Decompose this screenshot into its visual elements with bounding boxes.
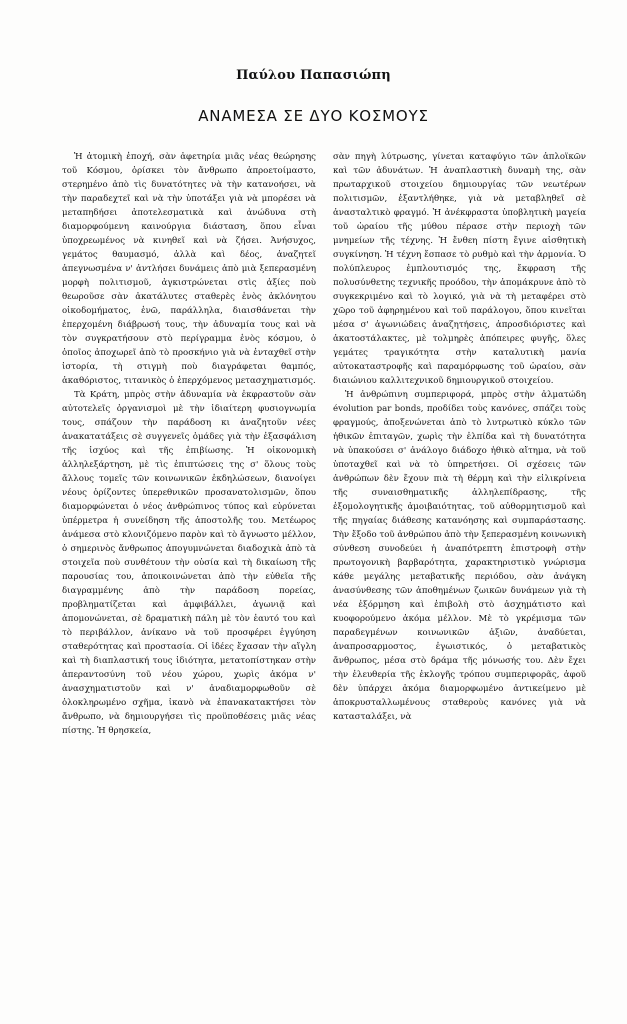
- article-title: ΑΝΑΜΕΣΑ ΣΕ ΔΥΟ ΚΟΣΜΟΥΣ: [198, 107, 429, 125]
- paragraph: Ἡ ἀνθρώπινη συμπεριφορά, μπρὸς στὴν ἀλματώδη évolution par bonds, προδίδει τοὺς κανόνες, σπάζει τοὺς φραγμούς, ἀποξενώνεται ἀπὸ τὸ λυτρωτικὸ κύκλο τῶν ἠθικῶν ἐπιταγῶν, χωρὶς τὴν ἐλπίδα καὶ τὴ δυνατότητα νὰ ὑπακούσει σ' ἀνάλογο διάδοχο ἠθικὸ αἴτημα, νὰ τοῦ ὑποταχθεῖ καὶ νὰ τὸ ὑπηρετήσει. Οἱ σχέσεις τῶν ἀνθρώπων δὲν ἔχουν πιὰ τὴ θέρμη καὶ τὴν εἰλικρίνεια τῆς συναισθηματικῆς ἀλληλεπίδρασης, τῆς ἐξομολογητικῆς ἀμοιβαιότητας, τοῦ αὐθορμητισμοῦ καὶ τῆς πηγαίας διάθεσης κατανόησης καὶ συμπαράστασης. Τὴν ἔξοδο τοῦ ἀνθρώπου ἀπὸ τὴν ξεπερασμένη κοινωνικὴ σύνθεση συνοδεύει ἡ ἀναπότρεπτη ἐπιστροφὴ στὴν πρωτογονικὴ βαρβαρότητα, χαρακτηριστικὸ γνώρισμα κάθε μεγάλης μεταβατικῆς περιόδου, σὰν ἀνάγκη ἀνασύνθεσης τῶν ἀποθημένων ζωικῶν δυνάμεων γιὰ τὴ νέα ἐξόρμηση καὶ ἐπιβολὴ στὸ ἀσχημάτιστο καὶ κυοφορούμενο ἀκόμα μέλλον. Μὲ τὸ γκρέμισμα τῶν παραδεγμένων κοινωνικῶν ἀξιῶν, ἀναδύεται, ἀναπροσαρμοστος, ἐγωιστικός, ὁ μεταβατικὸς ἄνθρωπος, μέσα στὸ δράμα τῆς μόνωσής του. Δὲν ἔχει τὴν ἐλευθερία τῆς ἐκλογῆς τρόπου συμπεριφορᾶς, ἀφοῦ δὲν ὑπάρχει ἀκόμα διαμορφωμένο ἀντικείμενο μὲ ἀποκρυσταλλωμένους σταθεροὺς κανόνες γιὰ νὰ κατασταλάξει, νὰ: [333, 390, 586, 722]
- paragraph: Τὰ Κράτη, μπρὸς στὴν ἀδυναμία νὰ ἐκφραστοῦν σὰν αὐτοτελεῖς ὀργανισμοὶ μὲ τὴν ἰδιαίτερη φυσιογνωμία τους, σπάζουν τὴν παράδοση κι ἀναζητοῦν νέες ἀνακατατάξεις σὲ συγγενεῖς ὁμάδες γιὰ τὴν ἐξασφάλιση τῆς ἰσχύος καὶ τῆς ἐπιβίωσης. Ἡ οἰκονομικὴ ἀλληλεξάρτηση, μὲ τὶς ἐπιπτώσεις της σ' ὅλους τοὺς ἄλλους τομεῖς τῶν κοινωνικῶν ἐκδηλώσεων, διανοίγει νέους ὁρίζοντες ὑπερεθνικῶν προσανατολισμῶν, ὅπου διαμορφώνεται ὁ νέος ἀνθρώπινος τύπος καὶ εὐρύνεται ὑπέρμετρα ἡ συνείδηση τῆς ἀποστολῆς του. Μετέωρος ἀνάμεσα στὸ κλονιζόμενο παρὸν καὶ τὸ ἄγνωστο μέλλον, ὁ σημερινὸς ἄνθρωπος ἀπογυμνώνεται διαδοχικὰ ἀπὸ τὰ στοιχεῖα ποὺ συνθέτουν τὴν οὐσία καὶ τὴ δικαίωση τῆς παρουσίας του, ἀποικοινώνεται ἀπὸ τὴν εὐθεῖα τῆς διαγραμμένης ἀπὸ τὴν παράδοση πορείας, προβληματίζεται καὶ ἀμφιβάλλει, ἀγωνιᾷ καὶ ἀπομονώνεται, σὲ δραματικὴ πάλη μὲ τὸν ἑαυτό του καὶ τὸ περιβάλλον, ἀνίκανο νὰ τοῦ προσφέρει ἐγγύηση σταθερότητας καὶ προστασία. Οἱ ἰδέες ἔχασαν τὴν αἴγλη καὶ τὴ διαπλαστική τους ἰδιότητα, μετατοπίστηκαν στὴν ἀπεραντοσύνη τοῦ νέου χώρου, χωρὶς ἀκόμα ν' ἀνασχηματιστοῦν καὶ ν' ἀναδιαμορφωθοῦν σὲ ὁλοκληρωμένο σχῆμα, ἱκανὸ νὰ ἐπανακατακτήσει τὸν ἄνθρωπο, νὰ δημιουργήσει τὶς προϋποθέσεις μιᾶς νέας πίστης. Ἡ θρησκεία,: [62, 390, 316, 736]
- author-name: Παύλου Παπασιώπη: [236, 68, 391, 83]
- paragraph: σὰν πηγὴ λύτρωσης, γίνεται καταφύγιο τῶν ἀπλοϊκῶν καὶ τῶν ἀδυνάτων. Ἡ ἀναπλαστικὴ δυναμὴ της, σὰν πρωταρχικοῦ στοιχείου δημιουργίας τῶν νεωτέρων πολιτισμῶν, ἐξαντλήθηκε, γιὰ νὰ μεταβληθεῖ σὲ ἀνασταλτικὸ φραγμό. Ἡ ἀνέκφραστα ὑποβλητικὴ μαγεία τοῦ ὡραίου τῆς μύθου πέρασε στὴν περιοχὴ τῶν μνημείων τῆς τέχνης. Ἡ ἔνθεη πίστη ἔγινε αἰσθητικὴ συγκίνηση. Ἡ τέχνη ἔσπασε τὸ ρυθμὸ καὶ τὴν ἁρμονία. Ὁ πολύπλευρος ἐμπλουτισμός της, ἔκφραση τῆς πολυσύνθετης τεχνικῆς προόδου, τὴν ἀπομάκρυνε ἀπὸ τὸ συγκεκριμένο καὶ τὸ λογικό, γιὰ νὰ τὴ μεταφέρει στὸ χῶρο τοῦ ἀφηρημένου καὶ τοῦ παράλογου, ὅπου κινεῖται μέσα σ' ἀγωνιώδεις ἀναζητήσεις, ἀπροσδιόριστες καὶ ἀκατοστάλακτες, μὲ τολμηρὲς ἀπόπειρες φυγῆς, ὅλες γεμάτες τραγικότητα στὴν καταλυτικὴ μανία αὐτοκαταστροφῆς καὶ παραμόρφωσης τοῦ ὡραίου, σὰν διαιώνιου καλλιτεχνικοῦ δημιουργικοῦ στοιχείου.: [333, 152, 586, 386]
- paragraph: Ἡ ἀτομικὴ ἐποχή, σὰν ἀφετηρία μιᾶς νέας θεώρησης τοῦ Κόσμου, ὁρίσκει τὸν ἄνθρωπο ἀπροετοίμαστο, στερημένο ἀπὸ τὶς δυνατότητες νὰ τὴν κατανοήσει, νὰ τὴν παραδεχτεῖ καὶ νὰ τὴν ὑποτάξει γιὰ νὰ μπορέσει νὰ μεταπηδήσει ἀποτελεσματικὰ καὶ ἀνώδυνα στὴ διαμορφούμενη καινούργια διάσταση, ὅπου εἶναι ὑποχρεωμένος νὰ κινηθεῖ καὶ νὰ ζήσει. Ἀνήσυχος, γεμάτος θαυμασμό, ἀλλὰ καὶ δέος, ἀναζητεῖ ἀπεγνωσμένα ν' ἀντλήσει δυνάμεις ἀπὸ μιὰ ξεπερασμένη μορφὴ πολιτισμοῦ, ἀγκιστρώνεται στὶς ἀξίες ποὺ θεωροῦσε σὰν ἀκατάλυτες σταθερὲς ἑνὸς ἀκλόνητου οἰκοδομήματος, ἐνῶ, παράλληλα, διαισθάνεται τὴν ἐπερχομένη διάβρωσή τους, τὴν ἀδυναμία τους καὶ νὰ τὸν συγκρατήσουν στὸ περίγραμμα ἑνὸς κόσμου, ὁ ὁποῖος ἀποχωρεῖ ἀπὸ τὸ προσκήνιο γιὰ νὰ ἐνταχθεῖ στὴν ἱστορία, τὴ στιγμὴ ποὺ διαγράφεται θαμπός, ἀκαθόριστος, τιτανικὸς ὁ ἐπερχόμενος μετασχηματισμός.: [62, 152, 316, 386]
- text-column-right: [333, 150, 586, 724]
- text-column-left: [62, 150, 316, 738]
